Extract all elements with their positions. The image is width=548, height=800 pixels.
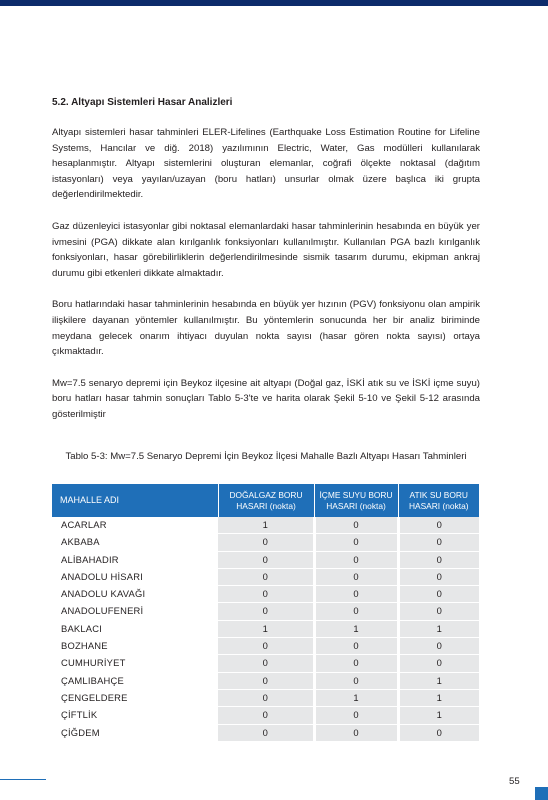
icme-suyu-value-cell: 0 (314, 707, 398, 724)
mahalle-name-cell: ANADOLUFENERİ (52, 603, 218, 620)
mahalle-name-cell: ACARLAR (52, 517, 218, 534)
atik-su-value-cell: 0 (398, 638, 479, 655)
table-row (52, 672, 479, 689)
icme-suyu-value-cell: 0 (314, 517, 398, 534)
table-row (52, 655, 479, 672)
mahalle-name-cell: BAKLACI (52, 620, 218, 637)
header-icme-suyu-boru-hasari: İÇME SUYU BORU HASARI (nokta) (314, 484, 398, 517)
icme-suyu-value-cell: 0 (314, 603, 398, 620)
table-body (52, 517, 479, 741)
table-header-row (52, 484, 479, 517)
table-row (52, 534, 479, 551)
atik-su-value-cell: 1 (398, 672, 479, 689)
paragraph-pga-fragility: Gaz düzenleyici istasyonlar gibi noktasal elemanlardaki hasar tahminlerinin hesabında en büyük yer ivmesini (PGA) dikkate alan kırılganlık fonksiyonları kullanılmıştır. Kullanılan PGA bazlı kırılganlık fonksiyonları, hasar görebilirliklerin değerlendirilmesinde sismik tasarım durumu, ekipman ankraj durumu gibi etkenleri dikkate almaktadır. (52, 220, 480, 279)
header-dogalgaz-boru-hasari: DOĞALGAZ BORU HASARI (nokta) (218, 484, 314, 517)
table-row (52, 724, 479, 741)
footer-rule (0, 779, 46, 780)
dogalgaz-value-cell: 0 (218, 534, 314, 551)
icme-suyu-value-cell: 1 (314, 620, 398, 637)
atik-su-value-cell: 0 (398, 724, 479, 741)
table-caption: Tablo 5-3: Mw=7.5 Senaryo Depremi İçin Beykoz İlçesi Mahalle Bazlı Altyapı Hasarı Tahminleri (65, 451, 467, 462)
dogalgaz-value-cell: 1 (218, 620, 314, 637)
corner-accent-block (535, 787, 548, 800)
table-row (52, 707, 479, 724)
atik-su-value-cell: 0 (398, 534, 479, 551)
dogalgaz-value-cell: 0 (218, 568, 314, 585)
top-header-bar (0, 0, 548, 6)
mahalle-name-cell: CUMHURİYET (52, 655, 218, 672)
dogalgaz-value-cell: 0 (218, 638, 314, 655)
atik-su-value-cell: 0 (398, 655, 479, 672)
document-body (52, 97, 480, 423)
atik-su-value-cell: 1 (398, 620, 479, 637)
atik-su-value-cell: 0 (398, 603, 479, 620)
icme-suyu-value-cell: 0 (314, 534, 398, 551)
dogalgaz-value-cell: 0 (218, 724, 314, 741)
mahalle-name-cell: BOZHANE (52, 638, 218, 655)
paragraph-eler-lifelines: Altyapı sistemleri hasar tahminleri ELER-Lifelines (Earthquake Loss Estimation Routine for Lifeline Systems, Hancılar ve diğ. 2018) yazılımının Electric, Water, Gas modülleri kullanılarak hesaplanmıştır. Altyapı sistemlerini oluşturan elemanlar, coğrafi ölçekte noktasal (dağıtım istasyonları) veya yayılan/uzayan (boru hatları) unsurlar olmak üzere başlıca iki grupta değerlendirilmektedir. (52, 127, 480, 201)
mahalle-name-cell: ÇAMLIBAHÇE (52, 672, 218, 689)
table-row (52, 517, 479, 534)
dogalgaz-value-cell: 0 (218, 689, 314, 706)
icme-suyu-value-cell: 0 (314, 638, 398, 655)
atik-su-value-cell: 1 (398, 689, 479, 706)
icme-suyu-value-cell: 0 (314, 672, 398, 689)
icme-suyu-value-cell: 0 (314, 551, 398, 568)
icme-suyu-value-cell: 0 (314, 724, 398, 741)
paragraph-pgv-pipelines: Boru hatlarındaki hasar tahminlerinin hesabında en büyük yer hızının (PGV) fonksiyonu olan ampirik ilişkilere dayanan yöntemler kullanılmıştır. Bu yöntemlerin sonucunda her bir analiz biriminde meydana gelecek onarım ihtiyacı duyulan nokta sayısı (hasar gören nokta sayısı) ortaya çıkmaktadır. (52, 299, 480, 358)
icme-suyu-value-cell: 1 (314, 689, 398, 706)
atik-su-value-cell: 0 (398, 568, 479, 585)
dogalgaz-value-cell: 0 (218, 655, 314, 672)
paragraph-scenario-results: Mw=7.5 senaryo depremi için Beykoz ilçesine ait altyapı (Doğal gaz, İSKİ atık su ve İSKİ içme suyu) boru hatları hasar tahmin sonuçları Tablo 5-3'te ve harita olarak Şekil 5-10 ve Şekil 5-12 arasında gösterilmiştir (52, 377, 480, 420)
table-row (52, 586, 479, 603)
mahalle-name-cell: ÇENGELDERE (52, 689, 218, 706)
damage-table (52, 484, 479, 742)
dogalgaz-value-cell: 0 (218, 551, 314, 568)
icme-suyu-value-cell: 0 (314, 586, 398, 603)
table-row (52, 620, 479, 637)
mahalle-name-cell: AKBABA (52, 534, 218, 551)
dogalgaz-value-cell: 0 (218, 672, 314, 689)
mahalle-name-cell: ANADOLU KAVAĞI (52, 586, 218, 603)
table-row (52, 551, 479, 568)
dogalgaz-value-cell: 1 (218, 517, 314, 534)
page-number: 55 (509, 776, 520, 787)
mahalle-name-cell: ANADOLU HİSARI (52, 568, 218, 585)
atik-su-value-cell: 1 (398, 707, 479, 724)
dogalgaz-value-cell: 0 (218, 586, 314, 603)
atik-su-value-cell: 0 (398, 551, 479, 568)
table-row (52, 638, 479, 655)
header-atik-su-boru-hasari: ATIK SU BORU HASARI (nokta) (398, 484, 479, 517)
section-heading: 5.2. Altyapı Sistemleri Hasar Analizleri (52, 97, 233, 108)
icme-suyu-value-cell: 0 (314, 568, 398, 585)
mahalle-name-cell: ALİBAHADIR (52, 551, 218, 568)
dogalgaz-value-cell: 0 (218, 603, 314, 620)
icme-suyu-value-cell: 0 (314, 655, 398, 672)
header-mahalle-adi: MAHALLE ADI (52, 484, 218, 517)
table-row (52, 568, 479, 585)
mahalle-name-cell: ÇİĞDEM (52, 724, 218, 741)
table-row (52, 689, 479, 706)
dogalgaz-value-cell: 0 (218, 707, 314, 724)
table-row (52, 603, 479, 620)
atik-su-value-cell: 0 (398, 517, 479, 534)
mahalle-name-cell: ÇİFTLİK (52, 707, 218, 724)
atik-su-value-cell: 0 (398, 586, 479, 603)
